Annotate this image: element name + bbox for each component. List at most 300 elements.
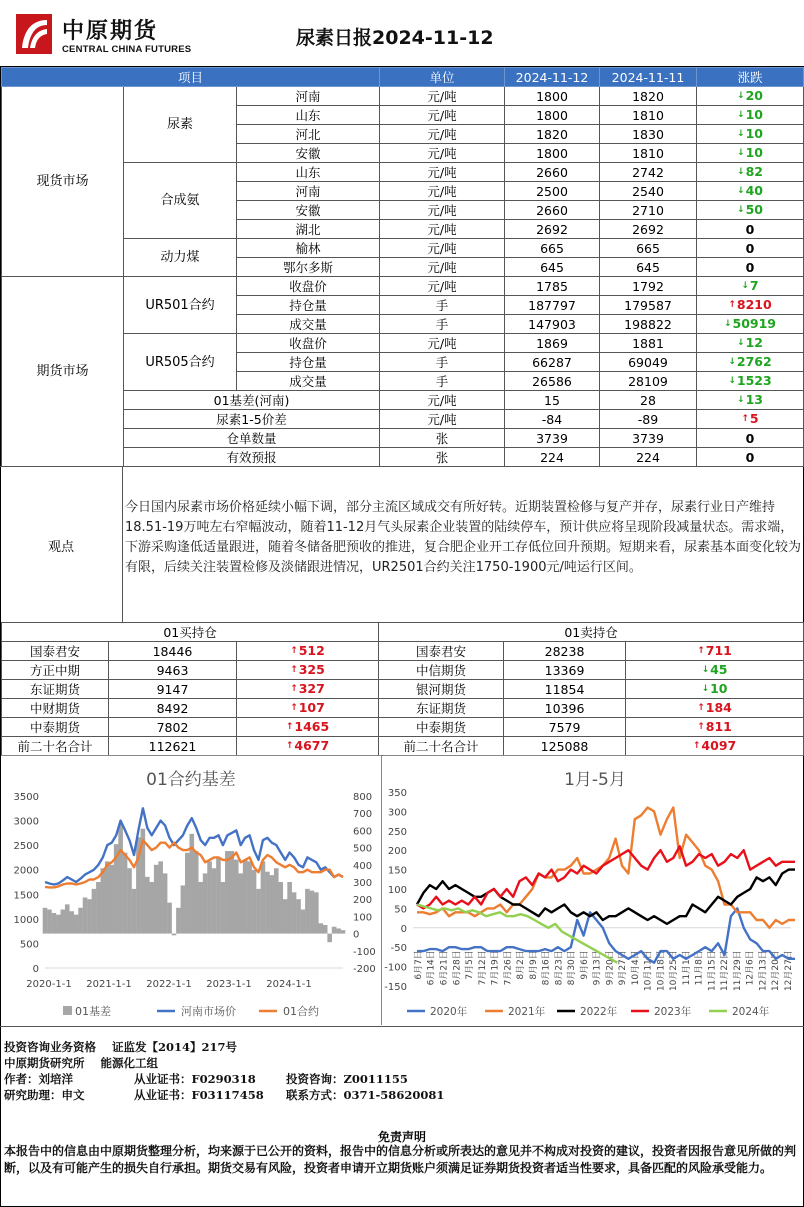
change-value: 7 — [749, 278, 759, 293]
table-row — [2, 87, 804, 106]
arrow-down-icon: ↓ — [737, 148, 745, 158]
y-tick-label: -50 — [390, 943, 407, 955]
long-position-value: 112621 — [109, 737, 237, 756]
license-number: 证监发【2014】217号 — [112, 1040, 238, 1054]
basis-bar — [198, 882, 203, 934]
basis-bar — [305, 889, 310, 934]
basis-bar — [256, 889, 261, 934]
basis-bar — [203, 873, 208, 933]
arrow-down-icon: ↓ — [737, 91, 745, 101]
row-value-previous: 2742 — [600, 163, 697, 182]
basis-bar — [47, 910, 52, 934]
row-item-label: 安徽 — [237, 201, 380, 220]
short-broker-name: 银河期货 — [379, 680, 504, 699]
x-tick-label: 7月5日 — [465, 950, 476, 980]
y-left-tick-label: 3000 — [13, 816, 39, 828]
row-value-current: 26586 — [505, 372, 600, 391]
x-tick-label: 8月9日 — [528, 950, 539, 980]
series-0-bars — [43, 824, 346, 943]
change-value: 4097 — [701, 738, 737, 753]
positions-row — [2, 699, 804, 718]
y-right-tick-label: 700 — [353, 809, 373, 821]
opinion-text: 今日国内尿素市场价格延续小幅下调，部分主流区域成交有所好转。近期装置检修与复产并存，尿素行业日产维持18.51-19万吨左右窄幅波动，随着11-12月气头尿素企业装置的陆续停车，预计供应将呈现阶段减量状态。需求端，下游采购逢低适量跟进，随着冬储备肥预收的推进，复合肥企业开工存低位回升预期。短期来看，尿素基本面变化较为有限，后续关注装置检修及淡储跟进情况，UR2501合约关注1750-1900元/吨运行区间。 — [125, 500, 802, 575]
basis-bar — [101, 868, 106, 933]
basis-bar — [234, 860, 239, 934]
row-unit: 元/吨 — [380, 258, 505, 277]
basis-bar — [332, 927, 337, 934]
basis-bar — [310, 891, 315, 934]
long-position-value: 7802 — [109, 718, 237, 737]
row-change — [697, 429, 804, 448]
y-tick-label: 100 — [387, 885, 407, 896]
long-broker-name: 东证期货 — [2, 680, 109, 699]
basis-bar — [314, 892, 319, 933]
positions-table — [1, 622, 804, 756]
positions-body — [2, 642, 804, 756]
basis-bar — [163, 873, 168, 933]
positions-title-row — [2, 623, 804, 642]
assistant-cert: 从业证书：F03117458 — [134, 1088, 264, 1102]
long-positions-title: 01买持仓 — [2, 623, 379, 642]
short-position-change — [626, 737, 804, 756]
row-value-previous: 665 — [600, 239, 697, 258]
row-value-previous: 69049 — [600, 353, 697, 372]
legend-item — [259, 1004, 319, 1018]
header-unit: 单位 — [380, 68, 505, 87]
row-unit: 元/吨 — [380, 125, 505, 144]
short-position-value: 125088 — [504, 737, 626, 756]
group-label-ur505: UR505合约 — [124, 334, 237, 391]
legend-item — [63, 1004, 111, 1018]
row-value-previous: 2540 — [600, 182, 697, 201]
legend-label: 01基差 — [75, 1005, 111, 1018]
change-value: 0 — [745, 259, 755, 275]
change-value: 0 — [745, 240, 755, 256]
change-value: 0 — [745, 449, 755, 465]
basis-bar — [207, 861, 212, 933]
x-tick-label: 11月22日 — [720, 950, 731, 992]
change-value: 10 — [745, 107, 763, 122]
long-broker-name: 方正中期 — [2, 661, 109, 680]
change-value: 0 — [745, 221, 755, 237]
row-value-previous: 28109 — [600, 372, 697, 391]
basis-bar — [92, 889, 97, 934]
group-label-ammonia: 合成氨 — [124, 163, 237, 239]
row-value-current: 2660 — [505, 163, 600, 182]
row-item-label: 榆林 — [237, 239, 380, 258]
author-name: 作者：刘培洋 — [4, 1072, 73, 1086]
row-unit: 元/吨 — [380, 239, 505, 258]
row-value-current: 665 — [505, 239, 600, 258]
short-position-change — [626, 661, 804, 680]
row-unit: 元/吨 — [380, 334, 505, 353]
change-value: 0 — [745, 430, 755, 446]
basis-bar — [83, 897, 88, 933]
x-tick-label: 11月1日 — [681, 950, 692, 986]
basis-bar — [65, 904, 70, 933]
basis-bar — [221, 882, 226, 934]
long-position-value: 9147 — [109, 680, 237, 699]
long-position-change — [237, 661, 379, 680]
footer-dept-line — [4, 1055, 158, 1071]
x-tick-label: 7月12日 — [477, 950, 488, 986]
row-item-label: 河南 — [237, 182, 380, 201]
y-tick-label: 50 — [394, 904, 407, 916]
row-value-current: 66287 — [505, 353, 600, 372]
author-consult-id: 投资咨询：Z0011155 — [286, 1072, 408, 1086]
license-label: 投资咨询业务资格 — [4, 1040, 96, 1054]
arrow-down-icon: ↓ — [728, 357, 736, 367]
group-label-ur501: UR501合约 — [124, 277, 237, 334]
x-tick-label: 7月19日 — [490, 950, 501, 986]
y-right-tick-label: 0 — [353, 929, 360, 941]
change-value: 50 — [745, 202, 763, 217]
row-item-label: 湖北 — [237, 220, 380, 239]
basis-bar — [185, 853, 190, 934]
arrow-up-icon: ↑ — [728, 300, 736, 310]
basis-bar — [238, 873, 243, 933]
row-value-previous: 1830 — [600, 125, 697, 144]
row-value-previous: 3739 — [600, 429, 697, 448]
header-date-previous: 2024-11-11 — [600, 68, 697, 87]
legend-label: 2021年 — [508, 1006, 546, 1018]
arrow-up-icon: ↑ — [285, 741, 294, 751]
long-position-value: 18446 — [109, 642, 237, 661]
arrow-down-icon: ↓ — [737, 110, 745, 120]
long-position-change — [237, 642, 379, 661]
long-position-change — [237, 718, 379, 737]
row-unit: 手 — [380, 372, 505, 391]
row-value-previous: 2692 — [600, 220, 697, 239]
change-value: 1523 — [736, 373, 772, 388]
row-value-previous: 1810 — [600, 106, 697, 125]
x-tick-label: 2021-1-1 — [86, 979, 132, 990]
short-position-change — [626, 680, 804, 699]
basis-bar — [43, 908, 48, 934]
x-tick-label: 10月18日 — [656, 950, 667, 992]
arrow-up-icon: ↑ — [697, 646, 705, 656]
row-item-label: 河北 — [237, 125, 380, 144]
series-line-3 — [417, 846, 795, 908]
x-tick-label: 12月6日 — [745, 950, 756, 986]
logo-mark-icon — [16, 14, 52, 54]
row-value-current: 645 — [505, 258, 600, 277]
long-position-change — [237, 737, 379, 756]
change-value: 1465 — [294, 719, 330, 734]
basis-bar — [265, 872, 270, 934]
basis-bar — [327, 934, 332, 943]
row-value-current: 224 — [505, 448, 600, 467]
y-tick-label: -150 — [384, 982, 407, 993]
opinion-section — [0, 466, 804, 622]
row-value-previous: 28 — [600, 391, 697, 410]
long-position-value: 9463 — [109, 661, 237, 680]
row-item-label: 尿素1-5价差 — [124, 410, 380, 429]
row-change — [697, 296, 804, 315]
change-value: 184 — [705, 700, 732, 715]
basis-bar — [247, 861, 252, 933]
row-change — [697, 87, 804, 106]
basis-bar — [154, 865, 159, 934]
footer-assistant-line — [4, 1087, 444, 1103]
disclaimer-title: 免责声明 — [377, 1130, 426, 1144]
y-left-tick-label: 1500 — [13, 890, 39, 902]
change-value: 711 — [705, 643, 732, 658]
section-label-spot: 现货市场 — [2, 87, 124, 277]
basis-bar — [149, 882, 154, 934]
x-tick-label: 10月11日 — [643, 950, 654, 992]
positions-row — [2, 718, 804, 737]
row-change — [697, 220, 804, 239]
footer-license-line — [4, 1039, 237, 1055]
group-label-coal: 动力煤 — [124, 239, 237, 277]
x-tick-label: 10月25日 — [669, 950, 680, 992]
basis-bar — [274, 868, 279, 933]
basis-bar — [167, 903, 172, 934]
x-tick-label: 11月29日 — [732, 950, 743, 992]
short-position-change — [626, 642, 804, 661]
row-value-previous: 224 — [600, 448, 697, 467]
short-position-change — [626, 699, 804, 718]
spread-chart-svg — [383, 756, 803, 1026]
row-change — [697, 239, 804, 258]
change-value: 8210 — [736, 297, 772, 312]
arrow-down-icon: ↓ — [737, 167, 745, 177]
logo-chinese-name: 中原期货 — [62, 18, 159, 44]
short-broker-name: 东证期货 — [379, 699, 504, 718]
arrow-down-icon: ↓ — [701, 665, 710, 675]
legend-label: 河南市场价 — [181, 1005, 236, 1018]
row-change — [697, 372, 804, 391]
basis-bar — [56, 915, 61, 934]
row-value-current: 147903 — [505, 315, 600, 334]
y-right-tick-label: -100 — [353, 946, 376, 958]
legend-item — [157, 1004, 236, 1018]
y-tick-label: 350 — [387, 788, 407, 799]
row-unit: 元/吨 — [380, 182, 505, 201]
row-change — [697, 353, 804, 372]
long-broker-name: 中财期货 — [2, 699, 109, 718]
short-position-value: 28238 — [504, 642, 626, 661]
arrow-up-icon: ↑ — [285, 722, 294, 732]
short-position-value: 13369 — [504, 661, 626, 680]
y-left-tick-label: 500 — [19, 939, 39, 951]
long-broker-name: 国泰君安 — [2, 642, 109, 661]
long-broker-name: 中泰期货 — [2, 718, 109, 737]
y-right-tick-label: 500 — [353, 843, 373, 855]
row-change — [697, 258, 804, 277]
y-tick-label: 300 — [387, 807, 407, 819]
row-value-previous: 1810 — [600, 144, 697, 163]
assistant-name: 研究助理：申文 — [4, 1088, 85, 1102]
y-left-tick-label: 0 — [32, 964, 39, 975]
legend-item — [485, 1005, 546, 1018]
legend-item — [631, 1005, 692, 1018]
y-left-tick-label: 2500 — [13, 841, 39, 853]
row-change — [697, 410, 804, 429]
long-broker-name: 前二十名合计 — [2, 737, 109, 756]
y-left-tick-label: 2000 — [13, 865, 39, 877]
legend-item — [709, 1005, 770, 1018]
arrow-down-icon: ↓ — [701, 684, 710, 694]
row-value-current: 3739 — [505, 429, 600, 448]
row-value-current: 2500 — [505, 182, 600, 201]
group-label-urea: 尿素 — [124, 87, 237, 163]
change-value: 811 — [705, 719, 732, 734]
x-tick-label: 11月8日 — [694, 950, 705, 986]
y-tick-label: 150 — [387, 865, 407, 877]
header-item: 项目 — [2, 68, 380, 87]
legend-swatch — [63, 1006, 72, 1015]
change-value: 325 — [298, 662, 325, 677]
basis-bar — [127, 868, 132, 933]
y-right-tick-label: 100 — [353, 912, 373, 924]
row-unit: 元/吨 — [380, 201, 505, 220]
basis-bar — [225, 851, 230, 934]
arrow-down-icon: ↓ — [737, 205, 745, 215]
row-unit: 元/吨 — [380, 144, 505, 163]
row-change — [697, 334, 804, 353]
change-value: 107 — [298, 700, 325, 715]
arrow-up-icon: ↑ — [290, 665, 298, 675]
x-tick-label: 2020-1-1 — [26, 979, 72, 990]
legend-item — [557, 1005, 618, 1018]
row-value-current: 1820 — [505, 125, 600, 144]
basis-bar — [158, 861, 163, 933]
short-broker-name: 中泰期货 — [379, 718, 504, 737]
row-change — [697, 201, 804, 220]
x-tick-label: 12月13日 — [758, 950, 769, 992]
x-tick-label: 9月6日 — [579, 950, 590, 980]
row-value-previous: 198822 — [600, 315, 697, 334]
x-tick-label: 6月28日 — [452, 950, 463, 986]
basis-bar — [252, 870, 257, 934]
basis-bar — [172, 934, 177, 936]
short-broker-name: 中信期货 — [379, 661, 504, 680]
change-value: 13 — [745, 392, 763, 407]
x-tick-label: 6月14日 — [426, 950, 437, 986]
basis-bar — [194, 851, 199, 934]
row-value-previous: 1820 — [600, 87, 697, 106]
company-logo — [16, 14, 52, 54]
basis-bar — [123, 853, 128, 934]
basis-bar — [278, 882, 283, 934]
basis-bar — [74, 915, 79, 934]
basis-bar — [270, 875, 275, 933]
x-tick-label: 12月20日 — [771, 950, 782, 992]
market-data-table — [1, 67, 804, 467]
row-value-previous: -89 — [600, 410, 697, 429]
basis-bar — [287, 882, 292, 934]
logo-english-name: CENTRAL CHINA FUTURES — [62, 44, 192, 55]
row-item-label: 收盘价 — [237, 334, 380, 353]
basis-bar — [296, 899, 301, 933]
arrow-down-icon: ↓ — [741, 281, 749, 291]
row-value-current: 15 — [505, 391, 600, 410]
row-unit: 元/吨 — [380, 87, 505, 106]
row-item-label: 01基差(河南) — [124, 391, 380, 410]
row-change — [697, 182, 804, 201]
y-tick-label: -100 — [384, 962, 407, 974]
positions-row — [2, 737, 804, 756]
section-label-futures: 期货市场 — [2, 277, 124, 467]
change-value: 4677 — [294, 738, 330, 753]
y-tick-label: 0 — [400, 923, 407, 935]
row-value-current: 2660 — [505, 201, 600, 220]
legend-label: 01合约 — [283, 1005, 319, 1018]
row-change — [697, 106, 804, 125]
basis-bar — [301, 910, 306, 934]
group-name: 能源化工组 — [100, 1056, 159, 1070]
basis-bar — [243, 860, 248, 934]
basis-bar — [109, 865, 114, 934]
change-value: 10 — [710, 681, 728, 696]
table-body — [2, 87, 804, 467]
legend-label: 2024年 — [732, 1006, 770, 1018]
report-footer — [0, 1026, 804, 1207]
basis-bar — [69, 911, 74, 933]
x-tick-label: 7月26日 — [503, 950, 514, 986]
y-right-tick-label: 600 — [353, 826, 373, 838]
x-tick-label: 6月21日 — [439, 950, 450, 986]
row-unit: 张 — [380, 448, 505, 467]
change-value: 82 — [745, 164, 763, 179]
short-broker-name: 国泰君安 — [379, 642, 504, 661]
short-positions-title: 01卖持仓 — [379, 623, 804, 642]
row-unit: 元/吨 — [380, 410, 505, 429]
chart-spread — [383, 755, 803, 1025]
row-change — [697, 144, 804, 163]
disclaimer-text: 本报告中的信息由中原期货整理分析，均来源于已公开的资料，报告中的信息分析或所表达的意见并不构成对投资的建议，投资者因报告意见所做的判断，以及有可能产生的损失自行承担。期货交易有风险，投资者申请开立期货账户须满足证券期货投资者适当性要求，具备匹配的风险承受能力。 — [4, 1144, 797, 1175]
row-unit: 张 — [380, 429, 505, 448]
row-item-label: 仓单数量 — [124, 429, 380, 448]
row-item-label: 河南 — [237, 87, 380, 106]
basis-bar — [118, 824, 123, 934]
short-position-value: 10396 — [504, 699, 626, 718]
legend-label: 2023年 — [654, 1006, 692, 1018]
x-tick-label: 11月15日 — [707, 950, 718, 992]
report-title: 尿素日报2024-11-12 — [296, 27, 494, 49]
table-header-row — [2, 68, 804, 87]
y-tick-label: 200 — [387, 846, 407, 858]
row-value-current: 1869 — [505, 334, 600, 353]
footer-author-line — [4, 1071, 408, 1087]
basis-bar — [181, 885, 186, 933]
basis-bar — [96, 882, 101, 934]
arrow-down-icon: ↓ — [723, 319, 732, 329]
opinion-label: 观点 — [0, 467, 123, 623]
change-value: 40 — [745, 183, 763, 198]
row-unit: 手 — [380, 315, 505, 334]
arrow-down-icon: ↓ — [737, 338, 745, 348]
y-right-tick-label: 200 — [353, 895, 373, 907]
row-item-label: 收盘价 — [237, 277, 380, 296]
x-tick-label: 9月20日 — [605, 950, 616, 986]
x-tick-label: 2022-1-1 — [146, 979, 192, 990]
long-position-change — [237, 699, 379, 718]
row-unit: 手 — [380, 296, 505, 315]
row-unit: 元/吨 — [380, 106, 505, 125]
positions-row — [2, 680, 804, 699]
arrow-up-icon: ↑ — [697, 703, 705, 713]
x-tick-label: 6月7日 — [414, 950, 424, 980]
basis-bar — [212, 868, 217, 933]
row-item-label: 成交量 — [237, 315, 380, 334]
row-item-label: 山东 — [237, 106, 380, 125]
row-unit: 元/吨 — [380, 277, 505, 296]
arrow-up-icon: ↑ — [290, 684, 298, 694]
y-tick-label: 250 — [387, 826, 407, 838]
